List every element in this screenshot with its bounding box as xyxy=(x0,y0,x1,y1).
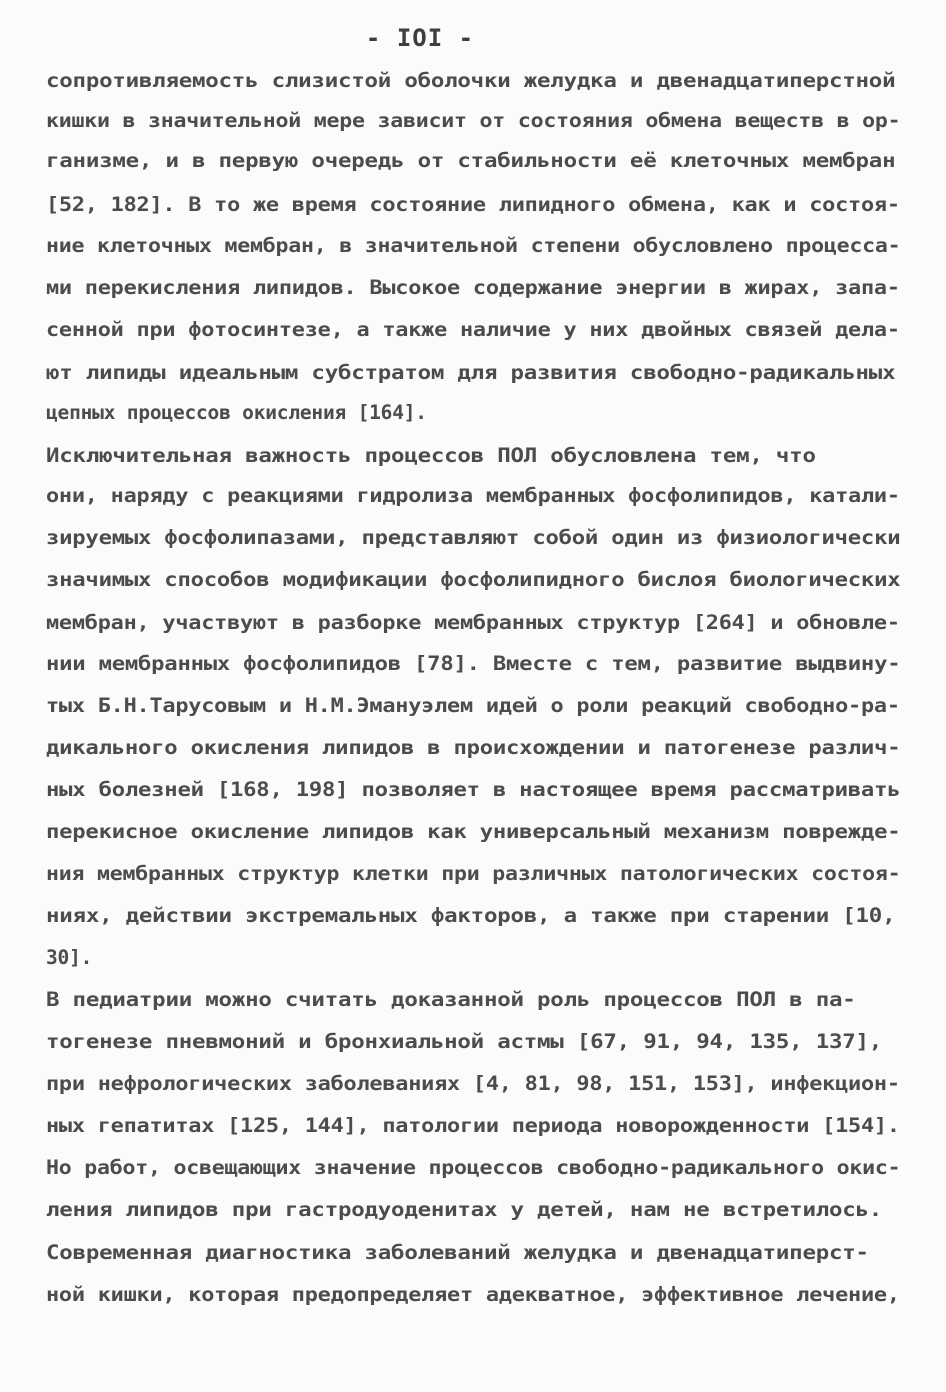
text-line: тых Б.Н.Тарусовым и Н.М.Эмануэлем идей о роли реакций свободно-ра- xyxy=(46,694,900,717)
text-line: Но работ, освещающих значение процессов свободно-радикального окис- xyxy=(46,1156,901,1179)
text-line: они, наряду с реакциями гидролиза мембранных фосфолипидов, катали- xyxy=(46,484,900,507)
text-line: значимых способов модификации фосфолипидного бислоя биологических xyxy=(46,568,901,591)
text-line: нии мембранных фосфолипидов [78]. Вместе с тем, развитие выдвину- xyxy=(46,652,901,675)
text-line: Современная диагностика заболеваний желудка и двенадцатиперст- xyxy=(46,1241,869,1264)
text-line: кишки в значительной мере зависит от состояния обмена веществ в ор- xyxy=(46,109,901,132)
text-line: ления липидов при гастродуоденитах у детей, нам не встретилось. xyxy=(46,1198,883,1221)
text-line: ния мембранных структур клетки при различных патологических состоя- xyxy=(46,862,901,885)
text-line: ние клеточных мембран, в значительной степени обусловлено процесса- xyxy=(46,234,901,257)
text-line: ниях, действии экстремальных факторов, а также при старении [10, xyxy=(46,904,896,927)
text-line: ных гепатитах [125, 144], патологии периода новорожденности [154]. xyxy=(46,1114,900,1137)
text-line: ных болезней [168, 198] позволяет в настоящее время рассматривать xyxy=(46,778,901,801)
text-line: дикального окисления липидов в происхождении и патогенезе различ- xyxy=(46,736,901,759)
text-line: мембран, участвуют в разборке мембранных структур [264] и обновле- xyxy=(46,611,900,634)
text-line: при нефрологических заболеваниях [4, 81, 98, 151, 153], инфекцион- xyxy=(46,1072,900,1095)
text-line: ганизме, и в первую очередь от стабильности её клеточных мембран xyxy=(46,149,896,172)
text-line: сенной при фотосинтезе, а также наличие у них двойных связей дела- xyxy=(46,318,900,341)
text-line: ют липиды идеальным субстратом для развития свободно-радикальных xyxy=(46,361,896,384)
text-line: тогенезе пневмоний и бронхиальной астмы [67, 91, 94, 135, 137], xyxy=(46,1030,883,1053)
text-line: ной кишки, которая предопределяет адекватное, эффективное лечение, xyxy=(46,1283,900,1306)
text-line: зируемых фосфолипазами, представляют собой один из физиологически xyxy=(46,526,901,549)
text-line: перекисное окисление липидов как универсальный механизм поврежде- xyxy=(46,820,901,843)
text-line: сопротивляемость слизистой оболочки желудка и двенадцатиперстной xyxy=(46,69,896,92)
text-line: [52, 182]. В то же время состояние липидного обмена, как и состоя- xyxy=(46,193,900,216)
text-line: 30]. xyxy=(46,946,93,969)
text-line: цепных процессов окисления [164]. xyxy=(46,401,427,424)
page-number: - IOI - xyxy=(365,24,475,52)
text-line: В педиатрии можно считать доказанной роль процессов ПОЛ в па- xyxy=(46,988,856,1011)
text-line: Исключительная важность процессов ПОЛ обусловлена тем, что xyxy=(46,444,816,467)
text-line: ми перекисления липидов. Высокое содержание энергии в жирах, запа- xyxy=(46,276,900,299)
